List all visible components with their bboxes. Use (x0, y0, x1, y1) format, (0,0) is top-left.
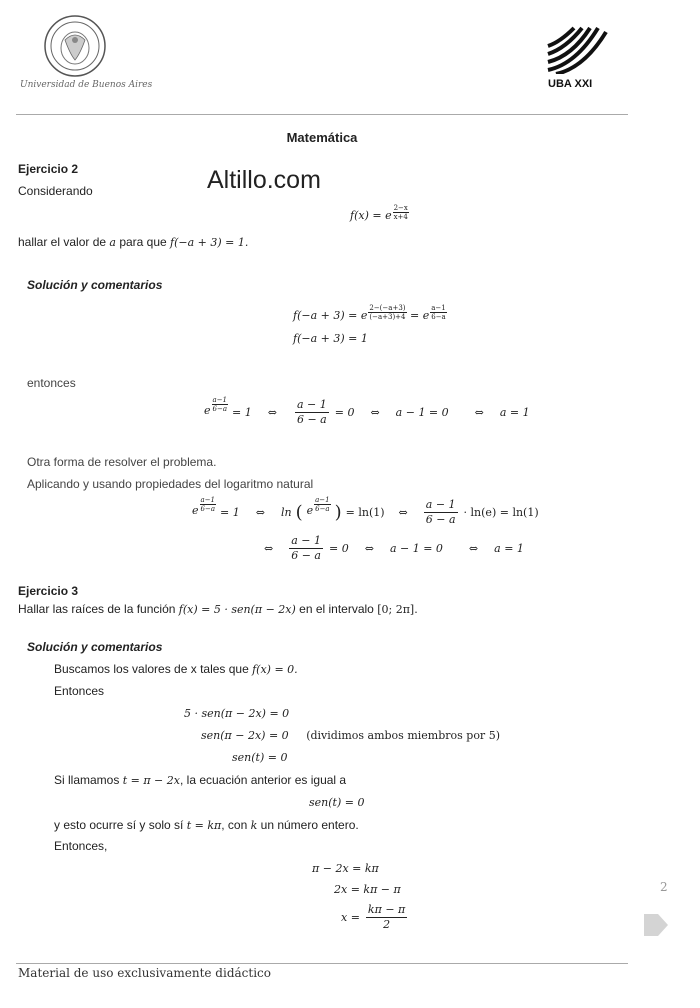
ex3-task (18, 602, 418, 616)
ex2-l1-exp-in-den: 6−a (315, 505, 330, 513)
iff-symbol: ⇔ (364, 542, 374, 555)
ex3-final-3 (341, 903, 409, 932)
ex2-l2-fraction (289, 534, 323, 563)
footer-divider (16, 963, 628, 964)
ex3-p3-k: k (250, 819, 258, 832)
ex2-chain-1 (204, 398, 530, 427)
ex2-c1-exp-num: a−1 (212, 396, 228, 404)
ex2-f-def-exp-num: 2−x (393, 204, 408, 212)
ex2-c1-a-equals-1: a = 1 (499, 406, 530, 419)
uba-xxi-logo-mark (546, 24, 608, 74)
iff-symbol: ⇔ (474, 406, 484, 419)
iff-symbol: ⇔ (398, 506, 408, 519)
ex2-s1-exp-den: (−a+3)+4 (369, 313, 406, 321)
ex2-s1-exp-num: 2−(−a+3) (369, 304, 406, 312)
ex2-c1-a-minus-1: a − 1 = 0 (395, 406, 449, 419)
ex2-l1-eq1: = 1 (220, 506, 240, 519)
ex2-c1-frac-num: a − 1 (296, 398, 327, 411)
ex2-s1-exponent-2 (430, 304, 447, 321)
ex2-l2-a-equals-1: a = 1 (494, 542, 524, 555)
ex3-p1-eq: f(x) = 0. (252, 663, 298, 676)
ex2-l1-exp-in-num: a−1 (315, 496, 330, 504)
ex2-c1-e: e (204, 404, 211, 417)
uba-seal-caption: Universidad de Buenos Aires (20, 80, 153, 90)
ex3-p1-text: Buscamos los valores de x tales que (54, 662, 249, 676)
ex2-l1-ln: ln (280, 506, 292, 519)
ex3-p3-post: un número entero. (260, 818, 359, 832)
ex3-eq-2 (201, 729, 500, 742)
ex3-p2-pre: Si llamamos (54, 773, 120, 787)
ex2-l2-eq0: = 0 (329, 542, 349, 555)
ex2-step-1 (293, 304, 447, 322)
ex3-final-3-den: 2 (383, 918, 391, 931)
iff-symbol: ⇔ (370, 406, 380, 419)
ex2-c1-exponent (212, 396, 229, 413)
ex2-c1-eq0: = 0 (334, 406, 355, 419)
ex2-l1-eq-ln1: = ln(1) (345, 506, 385, 519)
footer-text: Material de uso exclusivamente didáctico (18, 966, 271, 980)
ex2-entonces: entonces (27, 376, 76, 390)
ex2-l2-a-minus-1: a − 1 = 0 (389, 542, 443, 555)
ex2-task-var: a (109, 236, 116, 249)
ex2-l2-frac-den: 6 − a (291, 549, 321, 562)
ex2-task (18, 235, 248, 249)
ex3-p3-eq: t = kπ (186, 819, 222, 832)
ex2-l2-frac-num: a − 1 (291, 534, 321, 547)
ex2-l1-fraction (424, 498, 458, 527)
uba-seal-logo (40, 14, 110, 78)
ex2-otra-forma: Otra forma de resolver el problema. (27, 455, 217, 469)
ex2-step-2: f(−a + 3) = 1 (293, 332, 368, 345)
ex2-f-def-exp-den: x+4 (393, 213, 408, 221)
iff-symbol: ⇔ (264, 542, 274, 555)
watermark: Altillo.com (207, 166, 321, 194)
ex2-c1-exp-den: 6−a (212, 405, 228, 413)
ex2-l1-e-inner: e (306, 504, 314, 517)
iff-symbol: ⇔ (267, 406, 277, 419)
ex3-final-3-num: kπ − π (367, 903, 406, 916)
ex2-s1-exp2-num: a−1 (431, 304, 446, 312)
ex3-eq-2-expr: sen(π − 2x) = 0 (201, 729, 289, 742)
ex3-eq-3: sen(t) = 0 (232, 751, 288, 764)
ex2-f-def-lhs: f(x) = e (350, 209, 392, 222)
ex2-l1-exponent-inner (314, 496, 331, 513)
ex2-l1-exp-num: a−1 (200, 496, 216, 504)
ex2-l1-ln-e: · ln(e) = ln(1) (463, 506, 539, 519)
ex3-task-mid: en el intervalo (299, 602, 374, 616)
ex3-task-pre: Hallar las raíces de la función (18, 602, 176, 616)
ex3-p1 (54, 662, 298, 676)
ex2-l1-e: e (192, 504, 199, 517)
ex2-s1-exponent (368, 304, 406, 321)
ex3-p2-eq: t = π − 2x (122, 774, 180, 787)
ex2-task-pre: hallar el valor de (18, 235, 107, 249)
ex3-p2 (54, 773, 346, 787)
ex3-p2-post: , la ecuación anterior es igual a (179, 773, 347, 787)
ex2-f-definition (350, 204, 409, 222)
ex2-c1-frac-den: 6 − a (296, 413, 327, 426)
ex2-s1-exp2-den: 6−a (431, 313, 446, 321)
ex2-l1-frac-den: 6 − a (425, 513, 456, 526)
ex3-entonces-2: Entonces, (54, 839, 108, 853)
ex2-c1-eq1: = 1 (232, 406, 252, 419)
ex2-l1-exp-den: 6−a (200, 505, 216, 513)
ex2-title: Ejercicio 2 (18, 162, 79, 176)
ex3-eq-2-note: (dividimos ambos miembros por 5) (306, 729, 500, 742)
uba-xxi-logo-text: UBA XXI (548, 78, 593, 90)
ex2-log-line-1: e $\frac{a-1}{6-a}$ = 1 ⇔ ln ( e $\frac{a-1}{6-a}$ ) = ln(1) ⇔ $\frac{a - 1}{6 - a}$ · ln(e) = ln(1) (192, 496, 539, 526)
next-page-arrow-icon[interactable] (642, 912, 670, 938)
ex2-f-def-exponent (393, 204, 409, 221)
page-number: 2 (660, 880, 668, 894)
ex3-task-function: f(x) = 5 · sen(π − 2x) (178, 603, 296, 616)
ex2-l1-frac-num: a − 1 (425, 498, 456, 511)
ex3-eq-4: sen(t) = 0 (309, 796, 365, 809)
ex3-task-interval: [0; 2π]. (377, 603, 418, 616)
ex3-p3-pre: y esto ocurre sí y solo sí (54, 818, 184, 832)
iff-symbol: ⇔ (468, 542, 479, 555)
ex2-c1-fraction (295, 398, 329, 427)
iff-symbol: ⇔ (255, 506, 265, 519)
ex3-final-3-lhs: x = (341, 911, 360, 924)
header-divider (16, 114, 628, 115)
ex2-l1-exponent (200, 496, 217, 513)
ex2-aplicando: Aplicando y usando propiedades del logaritmo natural (27, 477, 314, 491)
ex3-p3-mid: , con (221, 818, 248, 832)
ex3-solution-title: Solución y comentarios (27, 640, 163, 654)
ex2-intro: Considerando (18, 184, 93, 198)
ex3-final-1: π − 2x = kπ (312, 862, 379, 875)
ex3-final-3-fraction (366, 903, 407, 932)
ex3-eq-1: 5 · sen(π − 2x) = 0 (184, 707, 290, 720)
ex3-p3 (54, 818, 359, 832)
ex2-solution-title: Solución y comentarios (27, 278, 163, 292)
subject-title: Matemática (286, 130, 358, 145)
ex2-task-condition: f(−a + 3) = 1. (170, 236, 249, 249)
ex3-title: Ejercicio 3 (18, 584, 79, 598)
ex2-log-line-2 (264, 534, 524, 563)
ex3-final-2: 2x = kπ − π (334, 883, 401, 896)
ex2-task-mid: para que (119, 235, 167, 249)
ex3-entonces: Entonces (54, 684, 105, 698)
ex2-s1-lhs: f(−a + 3) = e (293, 309, 368, 322)
ex2-s1-eq: = e (410, 309, 430, 322)
